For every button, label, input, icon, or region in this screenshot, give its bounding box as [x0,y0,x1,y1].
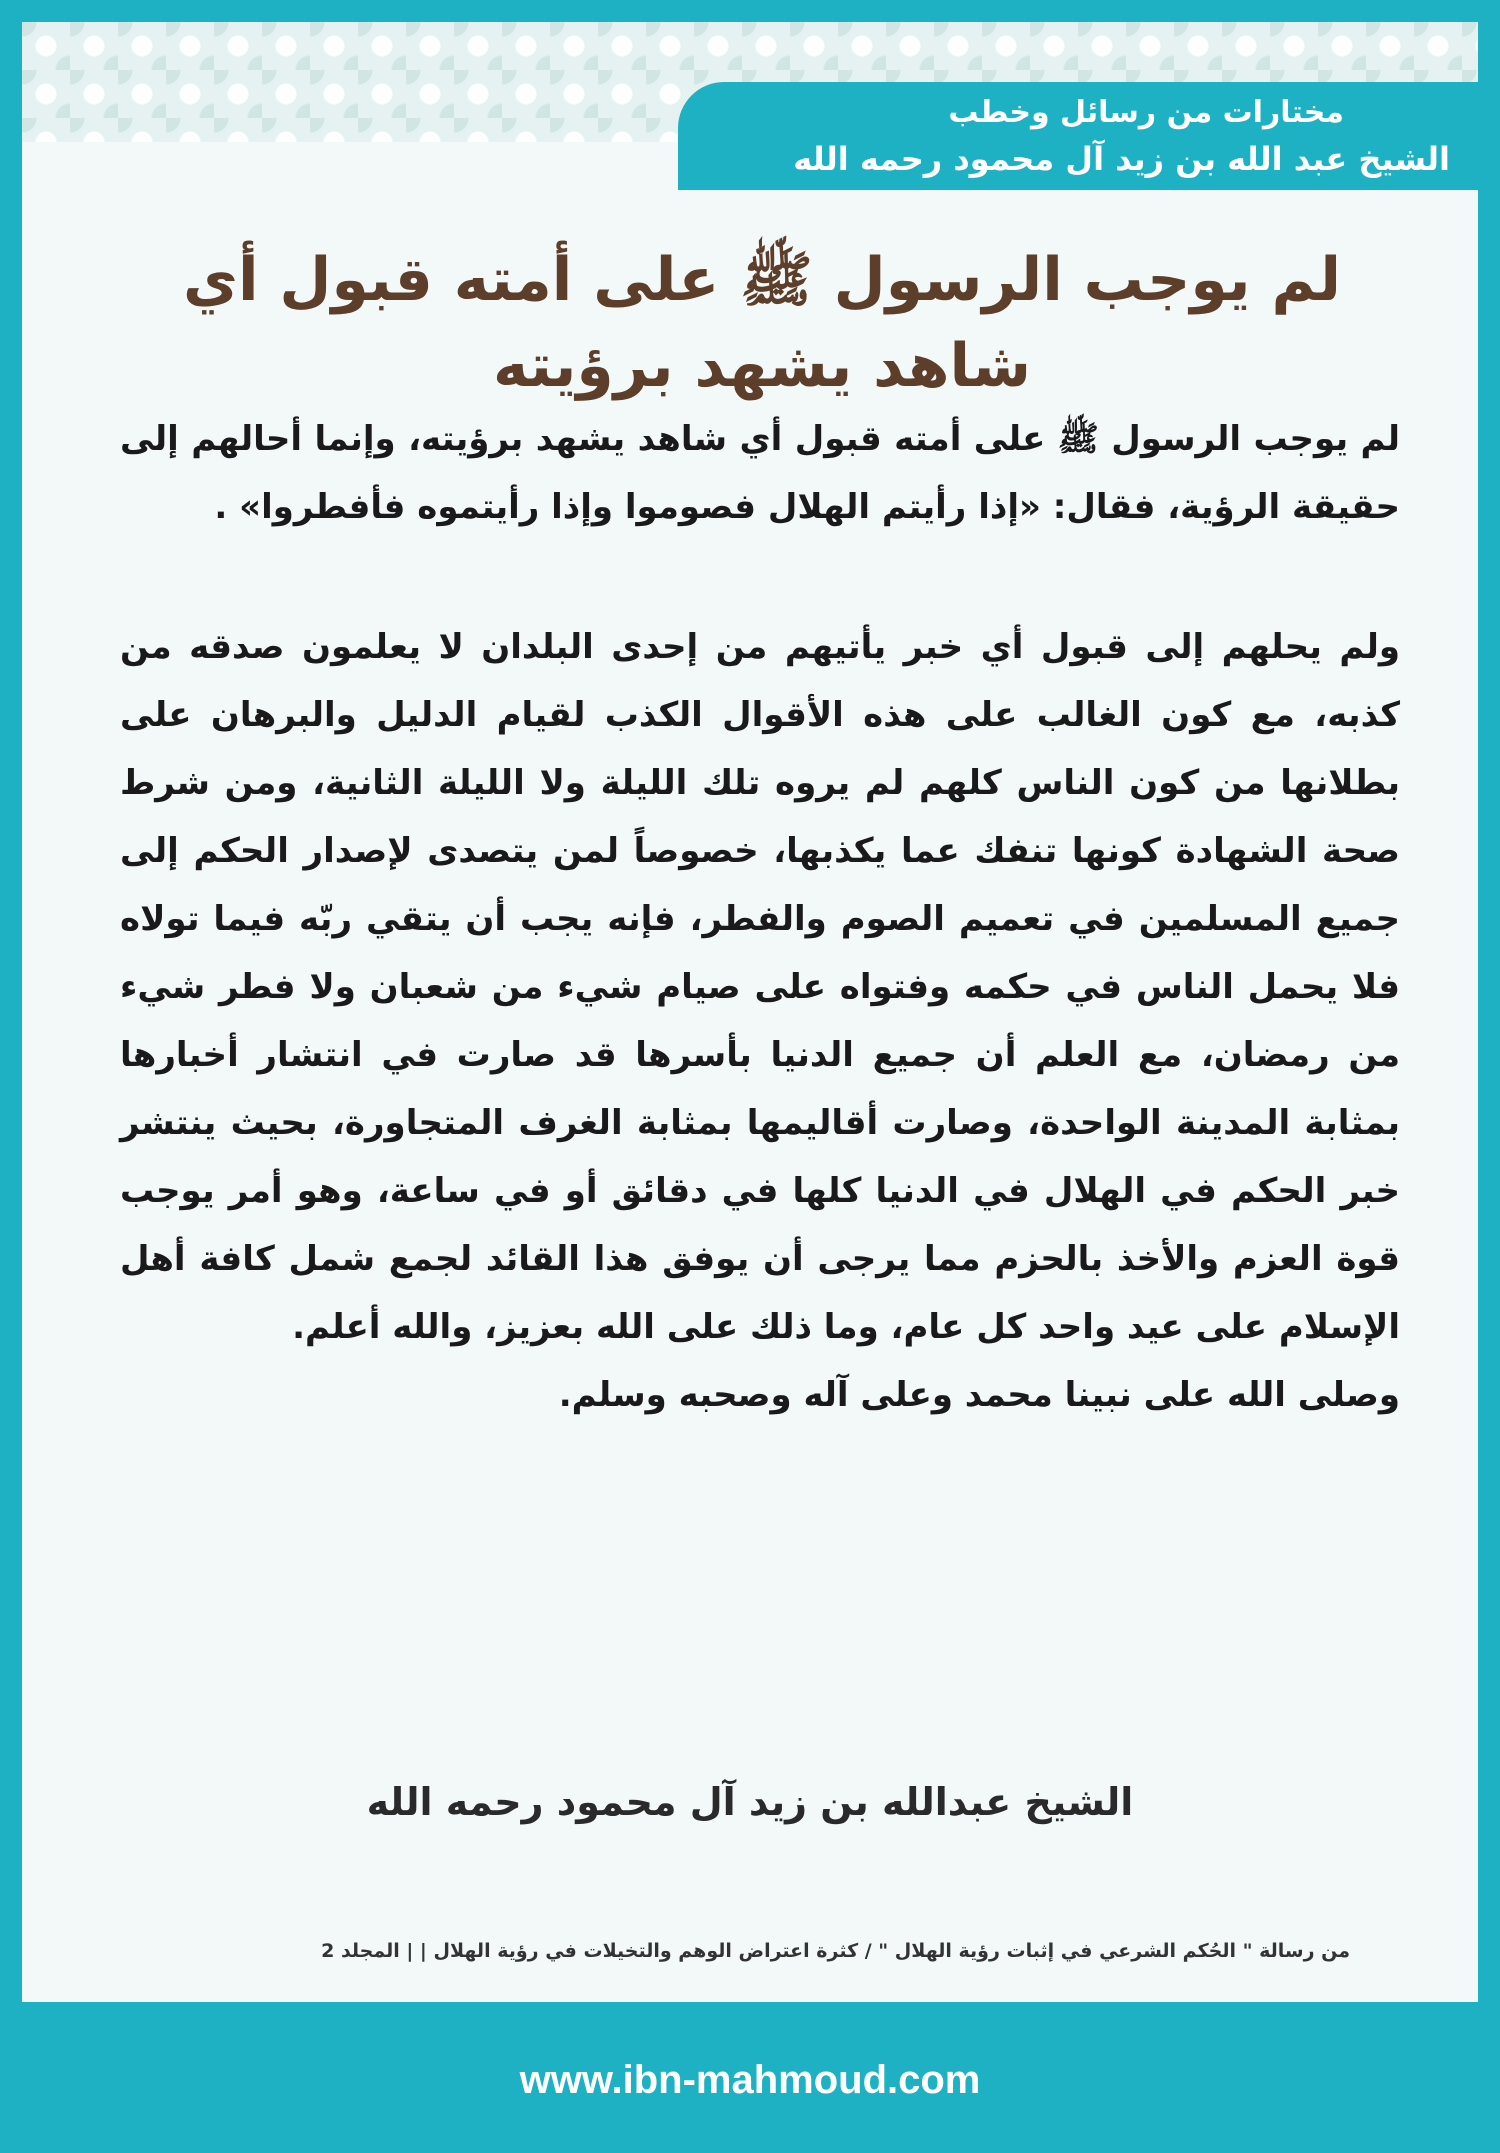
header-banner [678,82,1478,190]
author-signature: الشيخ عبدالله بن زيد آل محمود رحمه الله [366,1780,1134,1824]
header-collection-title: مختارات من رسائل وخطب [948,95,1344,130]
article-body [120,405,1400,1429]
page-title: لم يوجب الرسول ﷺ على أمته قبول أي شاهد يشهد برؤيته [182,245,1342,401]
paragraph-spacer [120,541,1400,613]
closing-prayer: وصلى الله على نبينا محمد وعلى آله وصحبه وسلم. [558,1375,1400,1415]
source-citation: من رسالة " الحُكم الشرعي في إثبات رؤية الهلال " / كثرة اعتراض الوهم والتخيلات في رؤية الهلال | | المجلد 2 [321,1940,1350,1962]
paragraph-2: ولم يحلهم إلى قبول أي خبر يأتيهم من إحدى البلدان لا يعلمون صدقه من كذبه، مع كون الغالب على هذه الأقوال الكذب لقيام الدليل والبرهان على بطلانها من كون الناس كلهم لم يروه تلك الليلة ولا الليلة الثانية، ومن شرط صحة الشهادة كونها تنفك عما يكذبها، خصوصاً لمن يتصدى لإصدار الحكم إلى جميع المسلمين في تعميم الصوم والفطر، فإنه يجب أن يتقي ربّه فيما تولاه فلا يحمل الناس في حكمه وفتواه على صيام شيء من شعبان ولا فطر شيء من رمضان، مع العلم أن جميع الدنيا بأسرها قد صارت في انتشار أخبارها بمثابة المدينة الواحدة، وصارت أقاليمها بمثابة الغرف المتجاورة، بحيث ينتشر خبر الحكم في الهلال في الدنيا كلها في دقائق أو في ساعة، وهو أمر يوجب قوة العزم والأخذ بالحزم مما يرجى أن يوفق هذا القائد لجمع شمل كافة أهل الإسلام على عيد واحد كل عام، وما ذلك على الله بعزيز، والله أعلم. [120,627,1400,1347]
footer-bar [0,2010,1500,2153]
paragraph-1: لم يوجب الرسول ﷺ على أمته قبول أي شاهد يشهد برؤيته، وإنما أحالهم إلى حقيقة الرؤية، فقال: «إذا رأيتم الهلال فصوموا وإذا رأيتموه فأفطروا» . [120,419,1400,527]
header-author: الشيخ عبد الله بن زيد آل محمود رحمه الله [793,140,1450,178]
website-link[interactable]: www.ibn-mahmoud.com [519,2058,981,2102]
